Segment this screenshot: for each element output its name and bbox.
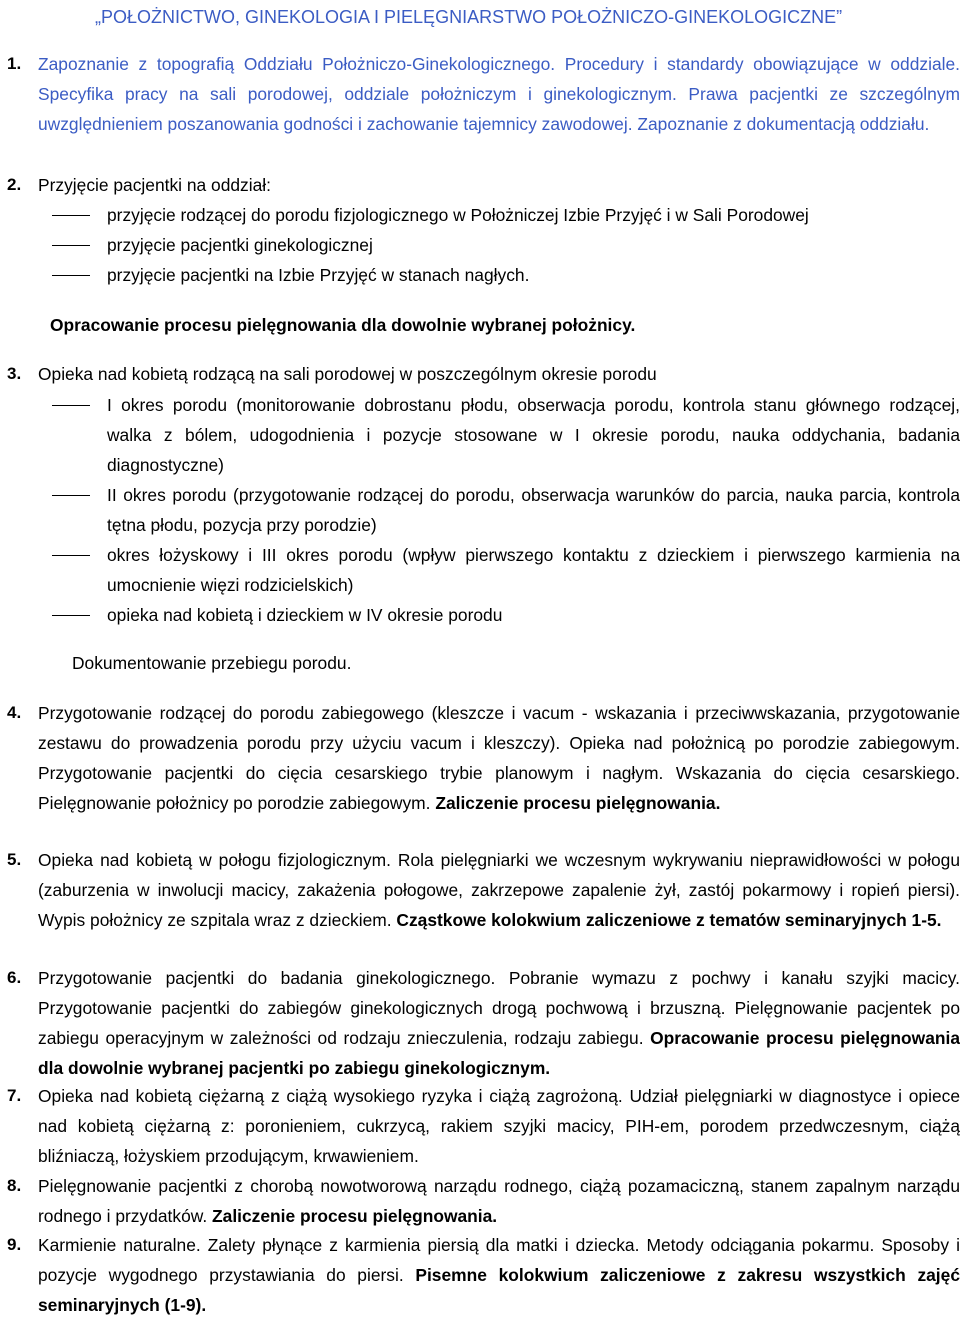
dash-icon [52,275,90,276]
item-number: 9. [7,1235,22,1254]
item-number: 2. [7,175,22,194]
item-emphasis: Zaliczenie procesu pielęgnowania. [212,1206,498,1226]
item-number: 3. [7,364,22,383]
item-text: Opieka nad kobietą w połogu fizjologicznym. Rola pielęgniarki we wczesnym wykrywaniu nieprawidłowości w połogu (zaburzenia w inwolucji macicy, zakażenia połogowe, zakrzepowe zapalenie żył, zastój pokarmowy i ropień piersi). Wypis położnicy ze szpitala wraz z dzieckiem. Cząstkowe kolokwium zaliczeniowe z tematów seminaryjnych 1-5. [38,850,960,930]
bullet-item: przyjęcie rodzącej do porodu fizjologicznego w Położniczej Izbie Przyjęć i w Sali Porodowej [0,200,960,230]
item-text: Przygotowanie rodzącej do porodu zabiegowego (kleszcze i vacum - wskazania i przeciwwskazania, przygotowanie zestawu do prowadzenia porodu przy użyciu vacum i kleszczy). Opieka nad położnicą po porodzie zabiegowym. Przygotowanie pacjentki do cięcia cesarskiego trybie planowym i nagłym. Wskazania do cięcia cesarskiego. Pielęgnowanie położnicy po porodzie zabiegowym. Zaliczenie procesu pielęgnowania. [38,703,960,813]
item-number: 8. [7,1176,22,1195]
item-text: Przyjęcie pacjentki na oddział: [38,175,271,195]
bullet-list-2 [0,200,960,290]
item-number: 5. [7,850,22,869]
item-emphasis: Pisemne kolokwium zaliczeniowe z zakresu wszystkich zajęć seminaryjnych (1-9). [38,1265,960,1315]
item-emphasis: Opracowanie procesu pielęgnowania dla dowolnie wybranej pacjentki po zabiegu ginekologicznym. [38,1028,960,1078]
dash-icon [52,615,90,616]
dash-icon [52,555,90,556]
item-emphasis: Zaliczenie procesu pielęgnowania. [435,793,721,813]
bullet-item: I okres porodu (monitorowanie dobrostanu płodu, obserwacja porodu, kontrola stanu głównego rodzącej, walka z bólem, udogodnienia i pozycje stosowane w I okresie porodu, nauka oddychania, badania diagnostyczne) [0,390,960,480]
bullet-item: przyjęcie pacjentki na Izbie Przyjęć w stanach nagłych. [0,260,960,290]
dash-icon [52,215,90,216]
item-text: Opieka nad kobietą ciężarną z ciążą wysokiego ryzyka i ciążą zagrożoną. Udział pielęgniarki w diagnostyce i opiece nad kobietą ciężarną z: poronieniem, cukrzycą, rakiem szyjki macicy, PIH-em, porodem przedwczesnym, ciążą bliźniaczą, łożyskiem przodującym, krwawieniem. [38,1086,960,1166]
dash-icon [52,405,90,406]
item-note: Dokumentowanie przebiegu porodu. [72,653,352,673]
dash-icon [52,245,90,246]
item-note: Opracowanie procesu pielęgnowania dla dowolnie wybranej położnicy. [50,315,636,335]
document-title: „POŁOŻNICTWO, GINEKOLOGIA I PIELĘGNIARSTWO POŁOŻNICZO-GINEKOLOGICZNE” [95,7,843,27]
item-number: 1. [7,54,22,73]
item-text: Opieka nad kobietą rodzącą na sali porodowej w poszczególnym okresie porodu [38,364,657,384]
item-text: Przygotowanie pacjentki do badania ginekologicznego. Pobranie wymazu z pochwy i kanału szyjki macicy. Przygotowanie pacjentki do zabiegów ginekologicznych drogą pochwową i brzuszną. Pielęgnowanie pacjentek po zabiegu operacyjnym w zależności od rodzaju znieczulenia, rodzaju zabiegu. Opracowanie procesu pielęgnowania dla dowolnie wybranej pacjentki po zabiegu ginekologicznym. [38,968,960,1078]
item-number: 6. [7,968,22,987]
dash-icon [52,495,90,496]
bullet-item: okres łożyskowy i III okres porodu (wpływ pierwszego kontaktu z dzieckiem i pierwszego karmienia na umocnienie więzi rodzicielskich) [0,540,960,600]
item-text: Karmienie naturalne. Zalety płynące z karmienia piersią dla matki i dziecka. Metody odciągania pokarmu. Sposoby i pozycje wygodnego przystawiania do piersi. Pisemne kolokwium zaliczeniowe z zakresu wszystkich zajęć seminaryjnych (1-9). [38,1235,960,1315]
item-number: 4. [7,703,22,722]
bullet-item: II okres porodu (przygotowanie rodzącej do porodu, obserwacja warunków do parcia, nauka parcia, kontrola tętna płodu, pozycja przy porodzie) [0,480,960,540]
item-emphasis: Cząstkowe kolokwium zaliczeniowe z tematów seminaryjnych 1-5. [396,910,942,930]
item-text: Pielęgnowanie pacjentki z chorobą nowotworową narządu rodnego, ciążą pozamaciczną, stanem zapalnym narządu rodnego i przydatków. Zaliczenie procesu pielęgnowania. [38,1176,960,1226]
bullet-list-3 [0,390,960,630]
bullet-item: opieka nad kobietą i dzieckiem w IV okresie porodu [0,600,960,630]
item-number: 7. [7,1086,22,1105]
item-text: Zapoznanie z topografią Oddziału Położniczo-Ginekologicznego. Procedury i standardy obowiązujące w oddziale. Specyfika pracy na sali porodowej, oddziale położniczym i ginekologicznym. Prawa pacjentki ze szczególnym uwzględnieniem poszanowania godności i zachowanie tajemnicy zawodowej. Zapoznanie z dokumentacją oddziału. [38,54,960,134]
bullet-item: przyjęcie pacjentki ginekologicznej [0,230,960,260]
